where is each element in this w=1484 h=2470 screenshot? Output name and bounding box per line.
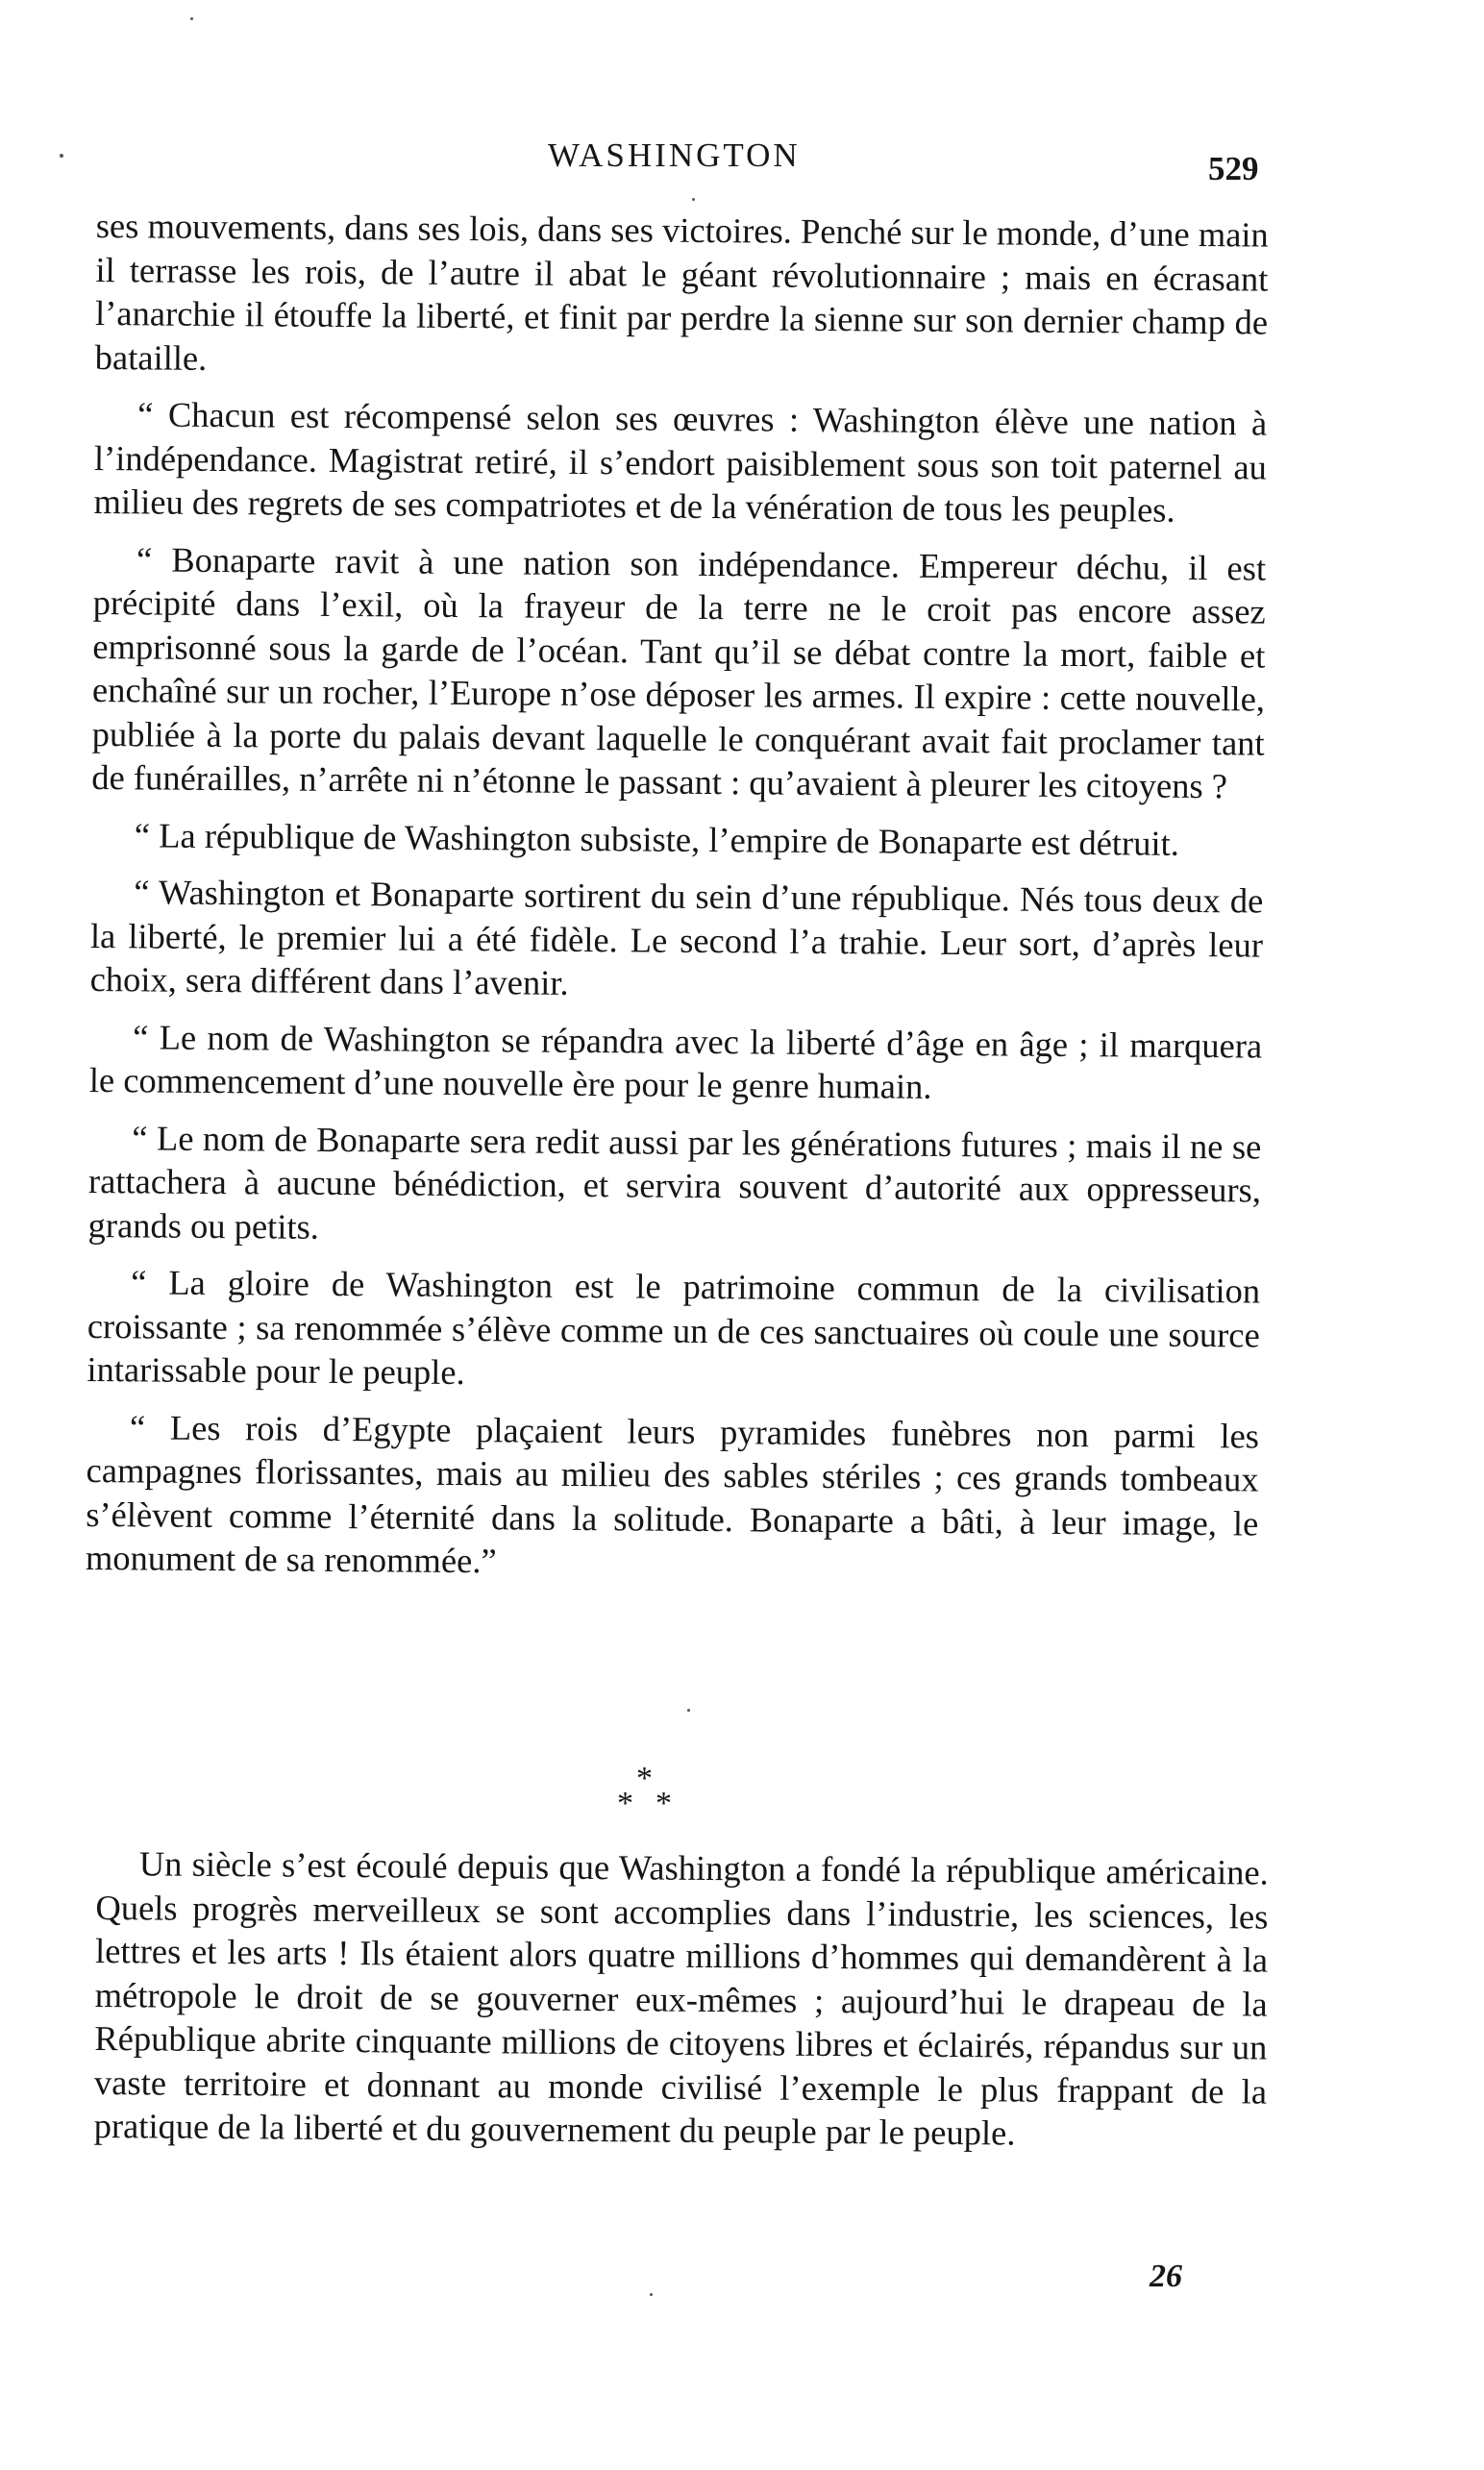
print-speck xyxy=(190,17,193,20)
running-title: WASHINGTON xyxy=(548,136,801,174)
quoted-passage xyxy=(86,204,1269,1602)
printer-signature: 26 xyxy=(1150,2259,1182,2294)
asterisk: * xyxy=(636,1761,653,1796)
asterisk: * xyxy=(617,1786,633,1821)
print-speck xyxy=(687,1709,690,1712)
paragraph: “ Bonaparte ravit à une nation son indépendance. Empereur déchu, il est précipité dans l’exil, où la frayeur de la terre ne le croit pas encore assez emprisonné sous la garde de l’océan. Tant qu’il se débat contre la mort, faible et enchaîné sur un rocher, l’Europe n’ose déposer les armes. Il expire : cette nouvelle, publiée à la porte du palais devant laquelle le conquérant avait fait proclamer tant de funérailles, n’arrête ni n’étonne le passant : qu’avaient à pleurer les citoyens ? xyxy=(91,538,1267,806)
paragraph: “ La république de Washington subsiste, l’empire de Bonaparte est détruit. xyxy=(134,814,1180,863)
print-speck xyxy=(650,2293,653,2296)
asterisk: * xyxy=(655,1786,672,1821)
page-number: 529 xyxy=(1208,150,1259,187)
paragraph: “ Washington et Bonaparte sortirent du sein d’une république. Nés tous deux de la liberté, le premier lui a été fidèle. Le second l’a trahie. Leur sort, d’après leur choix, sera différent dans l’avenir. xyxy=(89,872,1264,1002)
closing-passage xyxy=(93,1841,1269,2170)
asterism-divider xyxy=(615,1761,692,1828)
paragraph: “ Les rois d’Egypte plaçaient leurs pyramides funèbres non parmi les campagnes florissantes, mais au milieu des sables stériles ; ces grands tombeaux s’élèvent comme l’éternité dans la solitude. Bonaparte a bâti, à leur image, le monument de sa renommée.” xyxy=(85,1406,1260,1581)
print-speck xyxy=(692,198,695,201)
paragraph: “ Chacun est récompensé selon ses œuvres : Washington élève une nation à l’indépendance. Magistrat retiré, il s’endort paisiblement sous son toit paternel au milieu des regrets de ses compatriotes et de la vénération de tous les peuples. xyxy=(93,394,1268,530)
paragraph: “ La gloire de Washington est le patrimoine commun de la civilisation croissante ; sa renommée s’élève comme un de ces sanctuaires où coule une source intarissable pour le peuple. xyxy=(87,1262,1261,1393)
paragraph: “ Le nom de Washington se répandra avec la liberté d’âge en âge ; il marquera le commencement d’une nouvelle ère pour le genre humain. xyxy=(88,1016,1263,1106)
paragraph: Un siècle s’est écoulé depuis que Washington a fondé la république américaine. Quels progrès merveilleux se sont accomplies dans l’industrie, les sciences, les lettres et les arts ! Ils étaient alors quatre millions d’hommes qui demandèrent à la métropole le droit de se gouverner eux-mêmes ; aujourd’hui le drapeau de la République abrite cinquante millions de citoyens libres et éclairés, répandus sur un vaste territoire et donnant au monde civilisé l’exemple le plus frappant de la pratique de la liberté et du gouvernement du peuple par le peuple. xyxy=(93,1843,1269,2153)
print-speck xyxy=(60,154,63,158)
paragraph: “ Le nom de Bonaparte sera redit aussi par les générations futures ; mais il ne se rattachera à aucune bénédiction, et servira souvent d’autorité aux oppresseurs, grands ou petits. xyxy=(87,1117,1262,1247)
paragraph: ses mouvements, dans ses lois, dans ses victoires. Penché sur le monde, d’une main il terrasse les rois, de l’autre il abat le géant révolutionnaire ; mais en écrasant l’anarchie il étouffe la liberté, et finit par perdre la sienne sur son dernier champ de bataille. xyxy=(94,205,1269,378)
